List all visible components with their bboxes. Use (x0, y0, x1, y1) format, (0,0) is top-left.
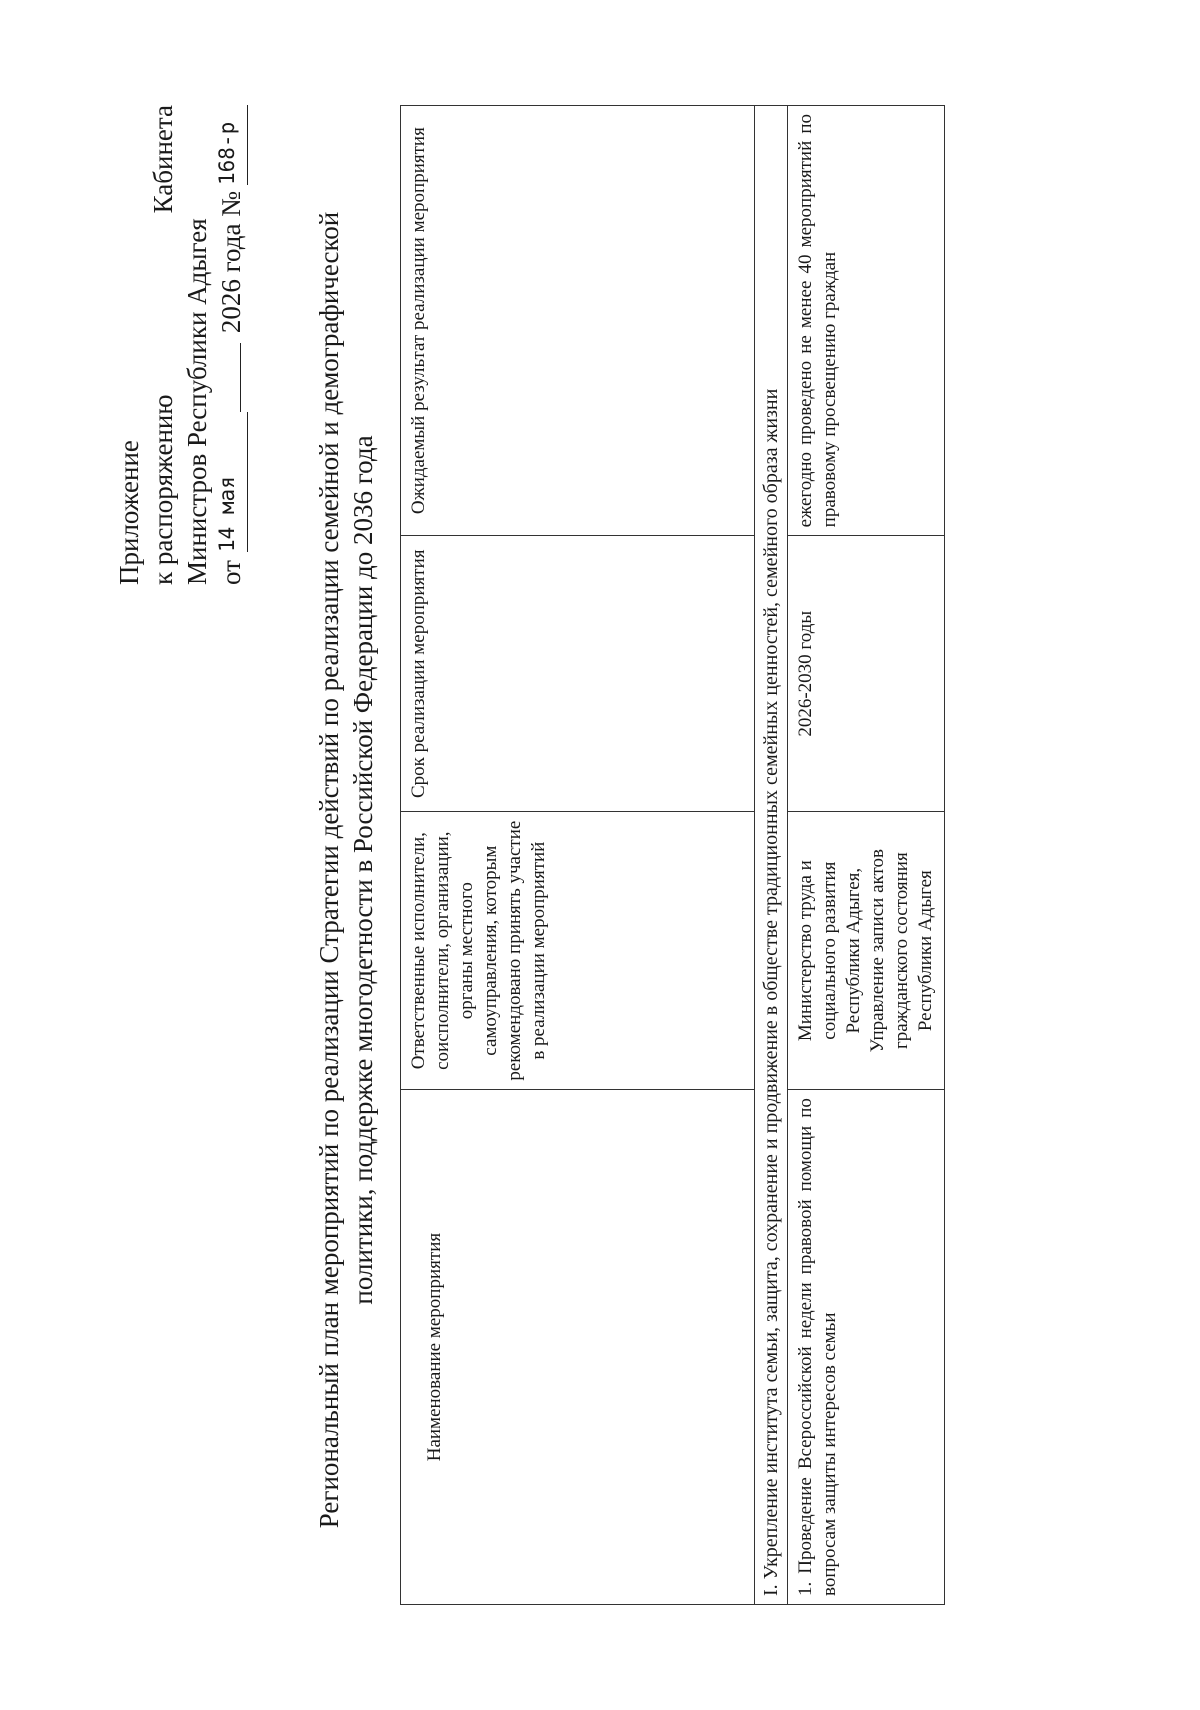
document-title-line-1: Региональный план мероприятий по реализации Стратегии действий по реализации семейной и демографической (314, 211, 344, 1529)
document-title (312, 105, 380, 1635)
appendix-decree-ref: к распоряжению (148, 394, 178, 585)
section-title: I. Укрепление института семьи, защита, сохранение и продвижение в обществе традиционных семейных ценностей, семейного образа жизни (755, 106, 788, 1605)
header-name: Наименование мероприятия (401, 1090, 755, 1605)
header-result: Ожидаемый результат реализации мероприятия (401, 106, 755, 536)
row-term: 2026-2030 годы (788, 536, 945, 812)
appendix-line-1 (112, 105, 146, 585)
header-responsible: Ответственные исполнители, соисполнители, организации, органы местного самоуправления, которым рекомендовано принять участие в реализации мероприятий (401, 812, 755, 1090)
header-term: Срок реализации мероприятия (401, 536, 755, 812)
row-result: ежегодно проведено не менее 40 мероприятий по правовому просвещению граждан (788, 106, 945, 536)
appendix-ministers: Министров Республики Адыгея (182, 218, 212, 585)
plan-table (400, 105, 945, 1605)
appendix-line-2 (146, 105, 180, 585)
appendix-year-number: 2026 года № (216, 191, 246, 334)
appendix-line-4 (214, 105, 248, 585)
row-name: 1. Проведение Всероссийской недели правовой помощи по вопросам защиты интересов семьи (788, 1090, 945, 1605)
appendix-number-fill: 168-р (214, 105, 248, 185)
appendix-date-fill: 14 мая (214, 412, 248, 552)
appendix-header (112, 105, 248, 585)
row-responsible: Министерство труда и социального развития Республики Адыгея, Управление записи актов гражданского состояния Республики Адыгея (788, 812, 945, 1090)
table-header-row (401, 106, 755, 1605)
appendix-cabinet: Кабинета (148, 105, 178, 214)
table-row (788, 106, 945, 1605)
section-row (755, 106, 788, 1605)
appendix-date-blank (214, 343, 241, 412)
appendix-line-3 (180, 105, 214, 585)
appendix-from: от (216, 560, 246, 585)
document-title-line-2: политики, поддержке многодетности в Российской Федерации до 2036 года (348, 435, 378, 1305)
appendix-label: Приложение (114, 440, 144, 585)
